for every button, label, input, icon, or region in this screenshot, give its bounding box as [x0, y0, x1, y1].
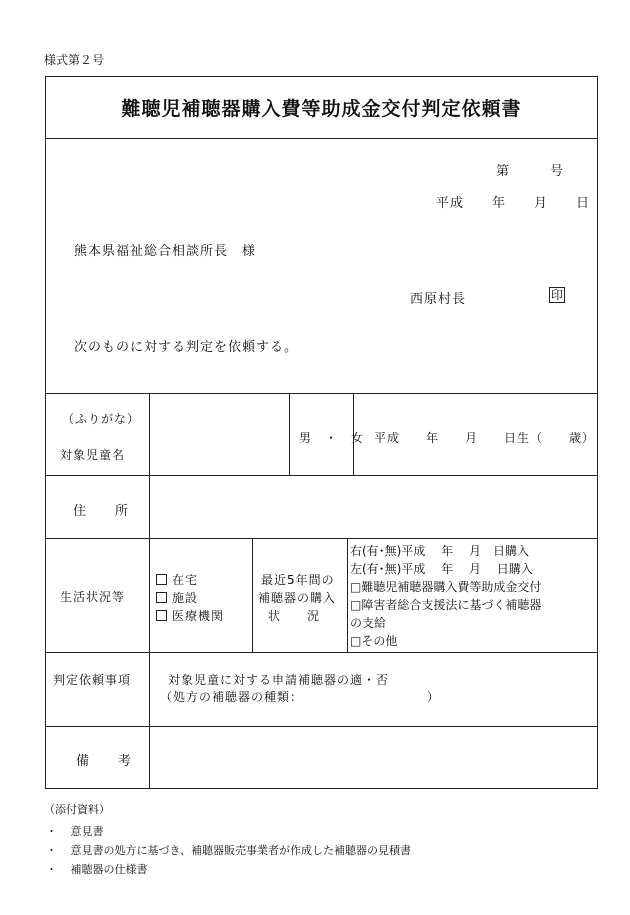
purchase-option-other: □その他	[350, 634, 398, 648]
rule-gender-left	[289, 393, 290, 475]
number-dai: 第	[496, 164, 511, 179]
rule-living-recent	[347, 538, 348, 652]
purchase-option-grant: □難聴児補聴器購入費等助成金交付	[350, 580, 542, 594]
rule-living	[45, 652, 598, 653]
sender: 西原村長	[410, 292, 467, 307]
attachment-text: 補聴器の仕様書	[70, 863, 148, 876]
addressee: 熊本県福祉総合相談所長 様	[74, 244, 257, 259]
gender-field: 男 ・ 女	[299, 431, 365, 445]
checkbox-medical	[156, 610, 167, 621]
remarks-label: 備 考	[76, 754, 133, 769]
judgment-line-1: 対象児童に対する申請補聴器の適・否	[168, 673, 390, 687]
attachment-item	[46, 842, 411, 858]
bullet: ・	[46, 825, 57, 838]
checkbox-home	[156, 574, 167, 585]
form-number: 様式第２号	[44, 53, 105, 67]
judgment-line-2: （処方の補聴器の種類： ）	[160, 690, 441, 704]
attachment-item	[46, 861, 148, 877]
rule-living-options	[252, 538, 253, 652]
purchase-history	[350, 542, 541, 650]
living-option-medical: 医療機関	[156, 607, 224, 624]
living-label: 生活状況等	[60, 590, 126, 604]
issue-date: 平成 年 月 日	[436, 196, 591, 211]
attachments-heading: （添付資料）	[44, 803, 110, 816]
child-name-label: 対象児童名	[60, 448, 126, 462]
purchase-left: 左(有･無)平成 年 月 日購入	[350, 562, 533, 576]
rule-judgment	[45, 726, 598, 727]
rule-address	[45, 538, 598, 539]
attachment-text: 意見書の処方に基づき、補聴器販売事業者が作成した補聴器の見積書	[70, 844, 412, 857]
bullet: ・	[46, 863, 57, 876]
recent-label-1: 最近5年間の	[261, 573, 335, 587]
birth-date-field: 平成 年 月 日生（ 歳）	[374, 431, 596, 445]
checkbox-facility	[156, 592, 167, 603]
purchase-option-support-act-cont: の支給	[350, 616, 387, 630]
recent-label-3: 状 況	[268, 609, 321, 623]
furigana-label: （ふりがな）	[62, 412, 141, 426]
purchase-option-support-act: □障害者総合支援法に基づく補聴器	[350, 598, 542, 612]
request-text: 次のものに対する判定を依頼する。	[74, 340, 299, 355]
purchase-right: 右(有･無)平成 年 月 日購入	[350, 544, 529, 558]
seal-mark: 印	[551, 288, 564, 302]
recent-label-2: 補聴器の購入	[258, 591, 337, 605]
address-label: 住 所	[73, 504, 130, 519]
living-option-home: 在宅	[156, 571, 198, 588]
rule-header	[45, 393, 598, 394]
rule-name	[45, 475, 598, 476]
number-go: 号	[550, 164, 565, 179]
attachment-item	[46, 823, 104, 839]
judgment-label: 判定依頼事項	[53, 673, 132, 687]
document-title: 難聴児補聴器購入費等助成金交付判定依頼書	[121, 98, 522, 120]
attachment-text: 意見書	[70, 825, 104, 838]
rule-label-column	[149, 393, 150, 789]
rule-title	[45, 138, 598, 139]
bullet: ・	[46, 844, 57, 857]
living-option-facility: 施設	[156, 589, 198, 606]
